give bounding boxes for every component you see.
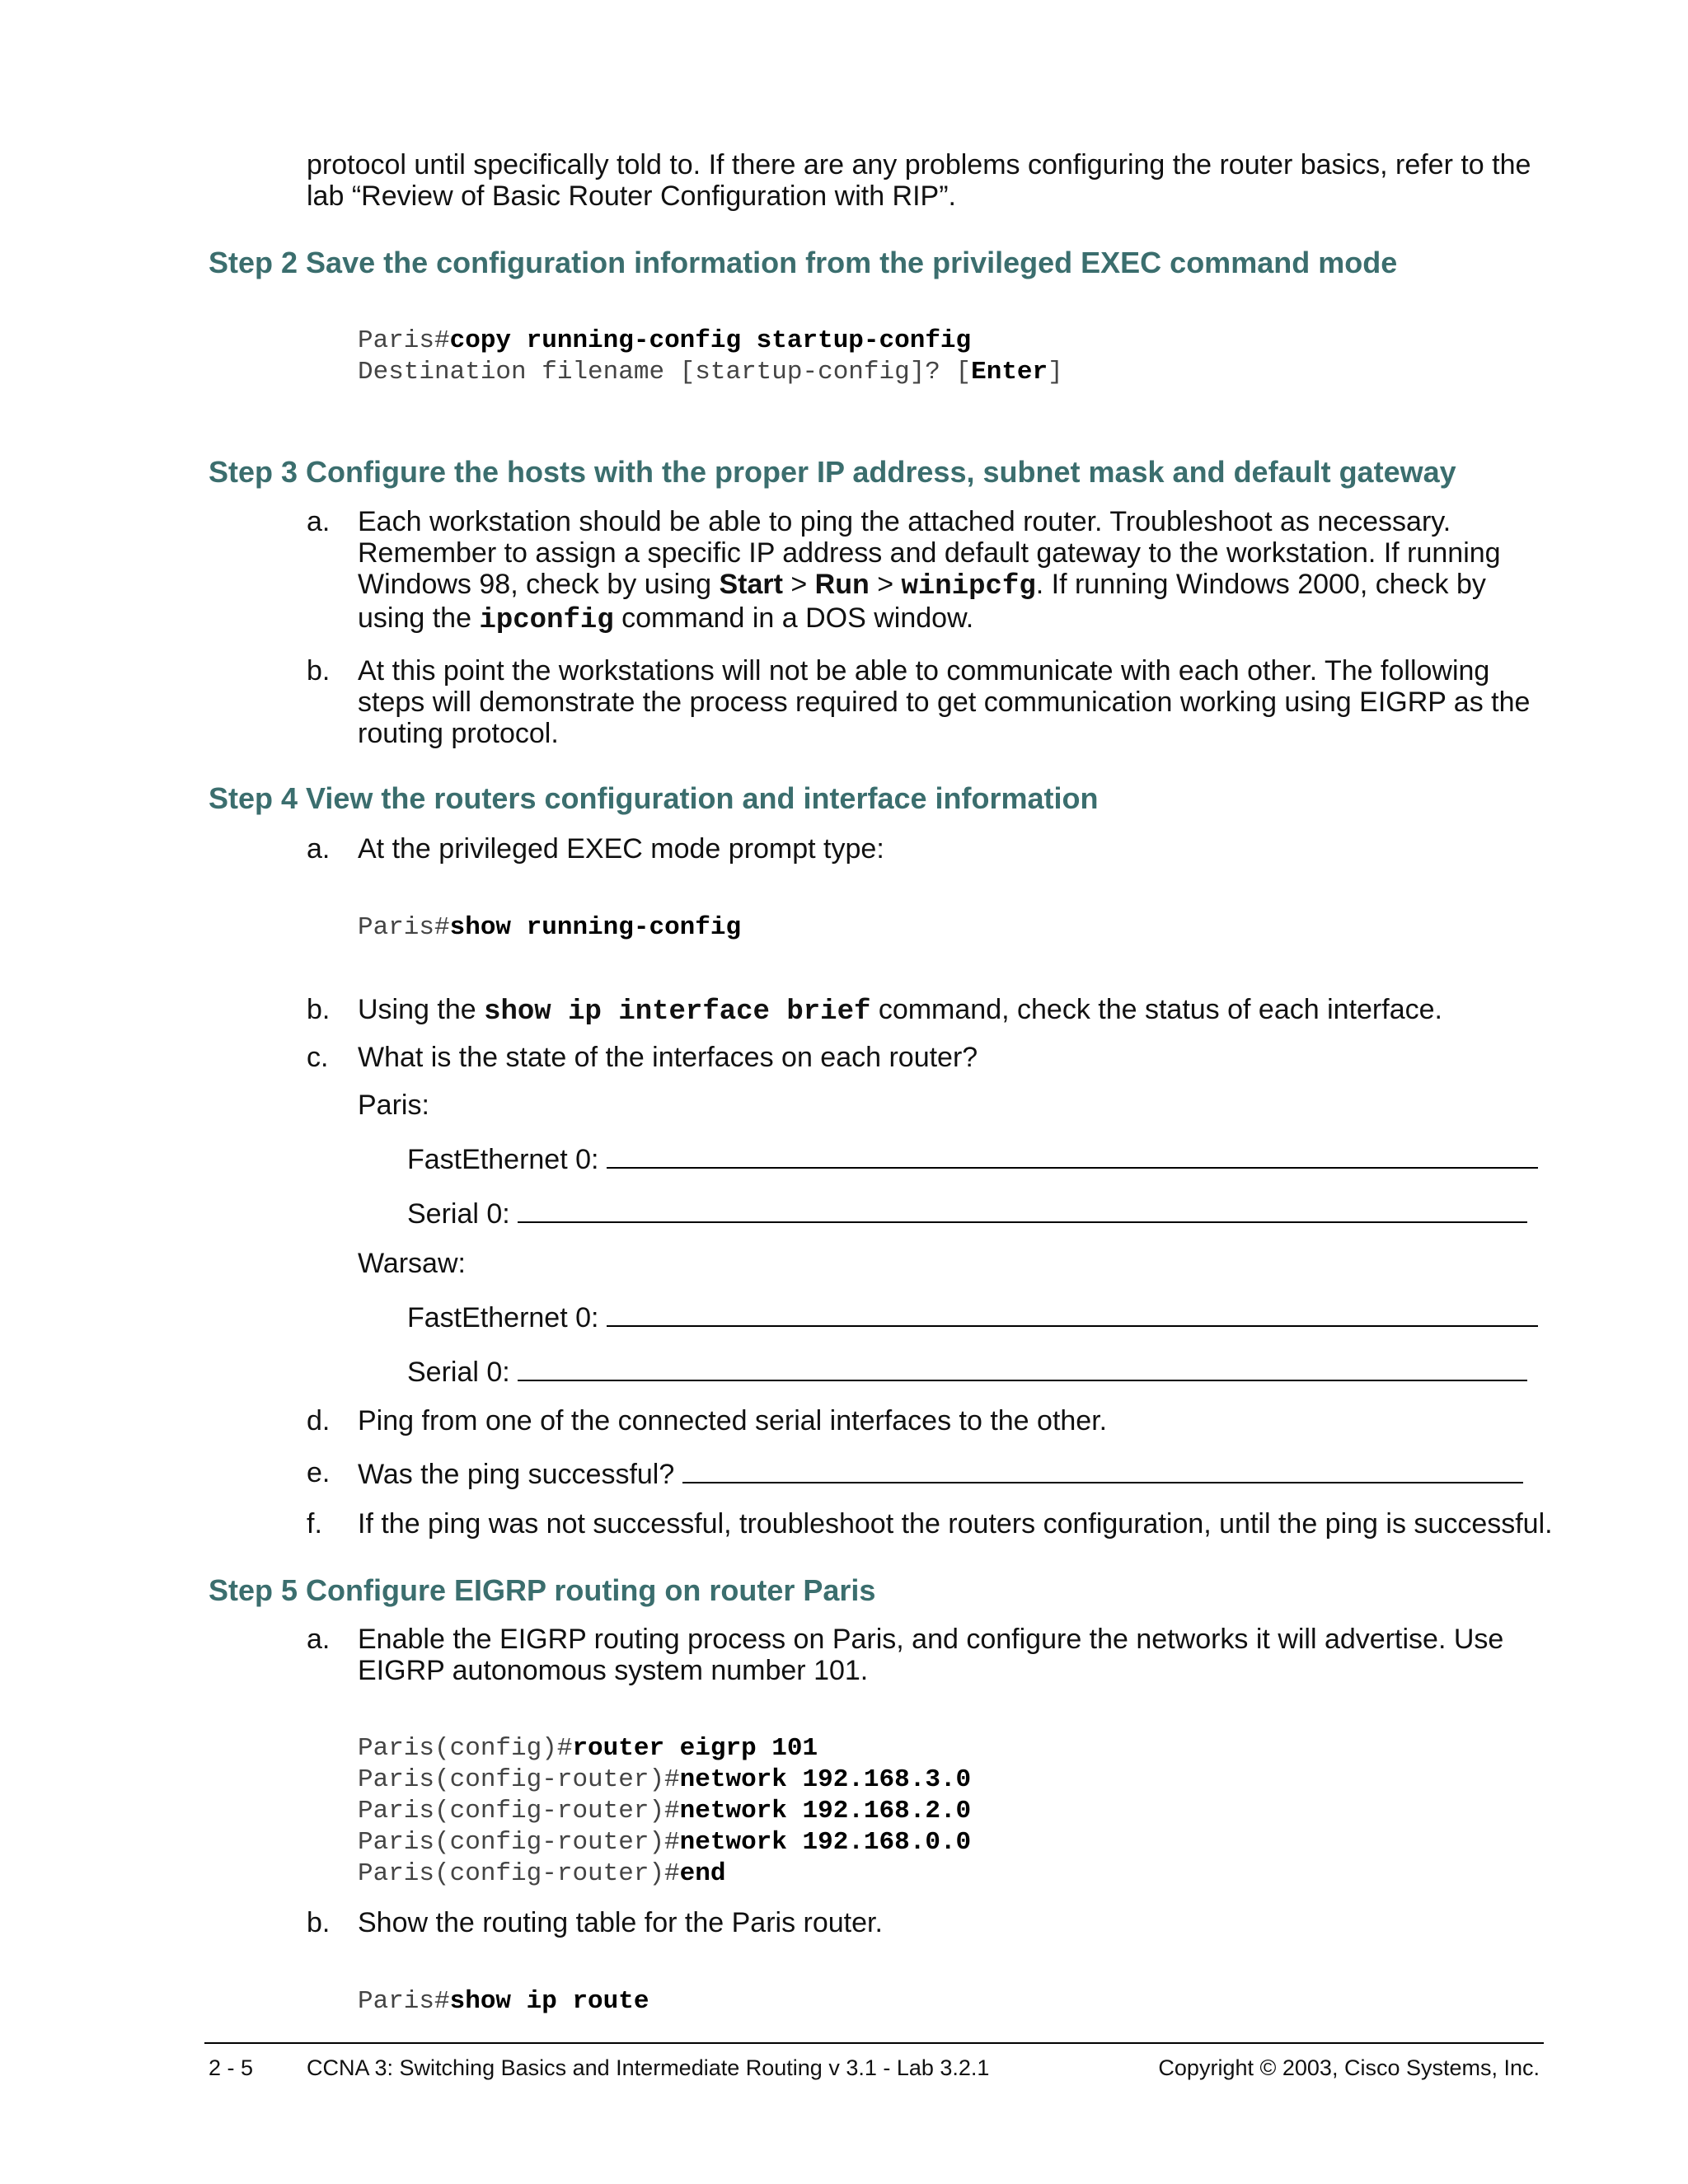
warsaw-serial-answer-line[interactable]: [518, 1355, 1527, 1381]
code-line: Paris#copy running-config startup-config: [358, 326, 972, 355]
paris-fastethernet-answer-line[interactable]: [607, 1142, 1538, 1169]
code-line: Paris(config-router)#network 192.168.3.0: [358, 1765, 972, 1794]
warsaw-fastethernet-answer-line[interactable]: [607, 1301, 1538, 1327]
step-2-code-block: [358, 326, 1063, 388]
paris-fastethernet-row: FastEthernet 0:: [407, 1142, 1538, 1175]
code-line: Paris(config-router)#network 192.168.0.0: [358, 1828, 972, 1857]
step-4-heading: Step 4 View the routers configuration and interface information: [209, 781, 1099, 815]
step-5-heading: Step 5 Configure EIGRP routing on router Paris: [209, 1573, 876, 1607]
footer-course-title: CCNA 3: Switching Basics and Intermediate Routing v 3.1 - Lab 3.2.1: [307, 2055, 990, 2080]
code-line: Paris(config)#router eigrp 101: [358, 1734, 818, 1763]
item-label: a.: [307, 506, 331, 537]
code-line: Paris(config-router)#end: [358, 1859, 726, 1888]
item-text: At the privileged EXEC mode prompt type:: [358, 833, 884, 865]
intro-line-2: lab “Review of Basic Router Configuration with RIP”.: [307, 180, 956, 212]
item-text: Was the ping successful?: [358, 1457, 1540, 1490]
step-5-item-a: [307, 1624, 1540, 1686]
item-label: b.: [307, 1907, 331, 1938]
footer-divider: [204, 2042, 1544, 2044]
footer-copyright: Copyright © 2003, Cisco Systems, Inc.: [1158, 2055, 1540, 2080]
step-4-item-d: [307, 1405, 1540, 1436]
step-5-item-b: [307, 1907, 1540, 1938]
step-4-item-b: [307, 994, 1540, 1028]
paris-serial-answer-line[interactable]: [518, 1197, 1527, 1223]
intro-line-1: protocol until specifically told to. If there are any problems configuring the router basics, refer to the: [307, 149, 1531, 180]
item-text: Using the show ip interface brief command, check the status of each interface.: [358, 994, 1442, 1028]
step-4-item-f: [307, 1508, 1589, 1540]
router-label-paris: Paris:: [358, 1090, 429, 1121]
item-label: f.: [307, 1508, 322, 1540]
step-2-heading: Step 2 Save the configuration information from the privileged EXEC command mode: [209, 246, 1398, 279]
item-text: Enable the EIGRP routing process on Paris, and configure the networks it will advertise. Use EIGRP autonomous system number 101.: [358, 1624, 1504, 1686]
item-label: b.: [307, 994, 331, 1025]
step-4-item-e: [307, 1457, 1540, 1490]
item-label: d.: [307, 1405, 331, 1436]
warsaw-serial-row: Serial 0:: [407, 1355, 1527, 1388]
code-line: Paris#show running-config: [358, 913, 742, 942]
item-label: a.: [307, 833, 331, 865]
step-4-code-block: [358, 912, 741, 944]
router-label-warsaw: Warsaw:: [358, 1248, 466, 1279]
code-line: Destination filename [startup-config]? [Enter]: [358, 358, 1063, 387]
step-3-heading: Step 3 Configure the hosts with the proper IP address, subnet mask and default gateway: [209, 455, 1456, 489]
warsaw-fastethernet-row: FastEthernet 0:: [407, 1301, 1538, 1333]
intro-paragraph: [307, 149, 1543, 212]
step-4-item-a: [307, 833, 1540, 865]
item-text: Each workstation should be able to ping the attached router. Troubleshoot as necessary. Remember to assign a specific IP address and default gateway to the workstation. If running Windows 98, check by using Start > Run > winipcfg. If running Windows 2000, check by using the ipconfig command in a DOS window.: [358, 506, 1501, 636]
step-5-code-block: [358, 1733, 971, 1890]
footer-page-number: 2 - 5: [209, 2055, 254, 2080]
step-3-item-a: [307, 506, 1540, 636]
item-text: Show the routing table for the Paris router.: [358, 1907, 883, 1938]
code-line: Paris#show ip route: [358, 1987, 649, 2016]
item-text: If the ping was not successful, troubleshoot the routers configuration, until the ping is successful.: [358, 1508, 1553, 1540]
step-3-item-b: [307, 655, 1540, 749]
item-text: At this point the workstations will not be able to communicate with each other. The following steps will demonstrate the process required to get communication working using EIGRP as the routing protocol.: [358, 655, 1531, 749]
item-label: b.: [307, 655, 331, 687]
step-4-item-c: [307, 1042, 1540, 1073]
item-label: e.: [307, 1457, 331, 1488]
paris-serial-row: Serial 0:: [407, 1197, 1527, 1230]
item-label: c.: [307, 1042, 329, 1073]
code-line: Paris(config-router)#network 192.168.2.0: [358, 1797, 972, 1825]
item-text: What is the state of the interfaces on each router?: [358, 1042, 978, 1073]
item-text: Ping from one of the connected serial interfaces to the other.: [358, 1405, 1108, 1436]
ping-answer-line[interactable]: [682, 1457, 1523, 1483]
item-label: a.: [307, 1624, 331, 1655]
step-5-code-block-2: [358, 1986, 649, 2018]
